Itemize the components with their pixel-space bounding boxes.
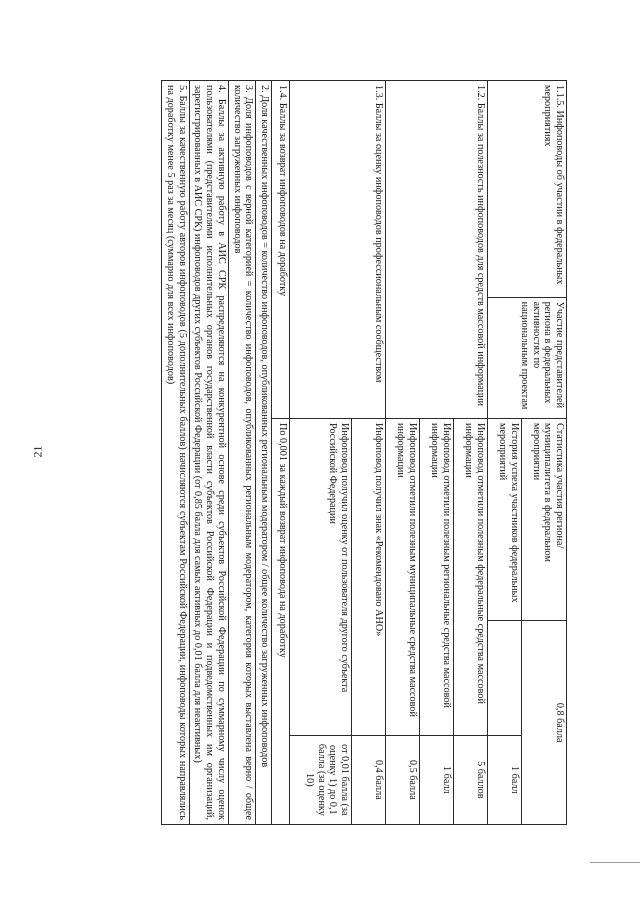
criterion-text: По 0,001 за каждый возврат инфоповода на доработку xyxy=(272,419,290,825)
row-label: 1.3. Баллы за оценку инфоповодов профессиональным сообществом xyxy=(290,81,386,419)
criterion-text: Статистика участия региона/ муниципалитета в федеральном мероприятии xyxy=(522,419,567,621)
points-value: 0,8 балла xyxy=(522,621,567,825)
points-value: 0,5 балла xyxy=(386,735,420,824)
criterion-text: Инфоповод отметили полезным региональные средства массовой информации xyxy=(420,419,454,736)
row-label: 1.4. Баллы за возврат инфоповодов на доработку xyxy=(272,81,290,419)
table-row xyxy=(228,81,255,825)
table-row xyxy=(162,81,189,825)
criterion-text: История успеха участников федеральных мероприятий xyxy=(488,419,522,621)
table-row xyxy=(522,81,567,825)
criterion-text: Инфоповод отметили полезным муниципальные средства массовой информации xyxy=(386,419,420,736)
criterion-text: Инфоповод получил знак «Рекомендовано АНО» xyxy=(352,419,386,736)
page-number: 21 xyxy=(30,445,45,458)
scan-mark xyxy=(590,862,640,863)
criterion-text: Инфоповод отметили полезным федеральные средства массовой информации xyxy=(454,419,488,736)
points-value: от 0,01 балла (за оценку 1) до 0,1 балла (за оценку 10) xyxy=(290,735,352,824)
table-row xyxy=(454,81,488,825)
row-sublabel: Участие представителей региона в федеральных активностях по национальным проектам xyxy=(488,297,567,418)
row-text: 4. Баллы за активную работу в АИС СРК распределяются на конкурентной основе среди субъектов Российской Федерации по суммарному числу оценок пользователями (представителями исполнительных органов государственной власти субъектов Российской Федерации и подведомственных им организаций, зарегистрированных в АИС СРК) инфоповодов других субъектов Российской Федерации (от 0,85 балла для самых активных до 0,01 балла для неактивных) xyxy=(189,81,228,825)
criteria-table xyxy=(161,80,567,825)
points-value: 1 балл xyxy=(488,735,522,824)
points-value: 5 баллов xyxy=(454,735,488,824)
table-row xyxy=(189,81,228,825)
points-value: 0,4 балла xyxy=(352,735,386,824)
row-label: 1.1.5. Инфоповоды об участии в федеральных мероприятиях xyxy=(488,81,567,298)
criterion-text: Инфоповод получил оценку от пользователя другого субъекта Российской Федерации xyxy=(290,419,352,736)
rotated-page-content xyxy=(107,80,567,825)
row-label: 1.2. Баллы за полезность инфоповодов для средств массовой информации xyxy=(386,81,488,419)
table-row xyxy=(272,81,290,825)
row-text: 3. Доля инфоповодов с верной категорией = количество инфоповодов, опубликованных региональным модератором, категория которых выставлена верно / общее количество загруженных инфоповодов xyxy=(228,81,255,825)
row-text: 2. Доля качественных инфоповодов = количество инфоповодов, опубликованных региональным модератором / общее количество загруженных инфоповодов xyxy=(256,81,272,825)
row-text: 5. Баллы за качественную работу авторов инфоповодов (5 дополнительных баллов) начисляются субъектам Российской Федерации, инфоповоды которых направлялись на доработку менее 5 раз за месяц (суммарно для всех инфоповодов) xyxy=(162,81,189,825)
points-value: 1 балл xyxy=(420,735,454,824)
table-row xyxy=(256,81,272,825)
table-row xyxy=(352,81,386,825)
